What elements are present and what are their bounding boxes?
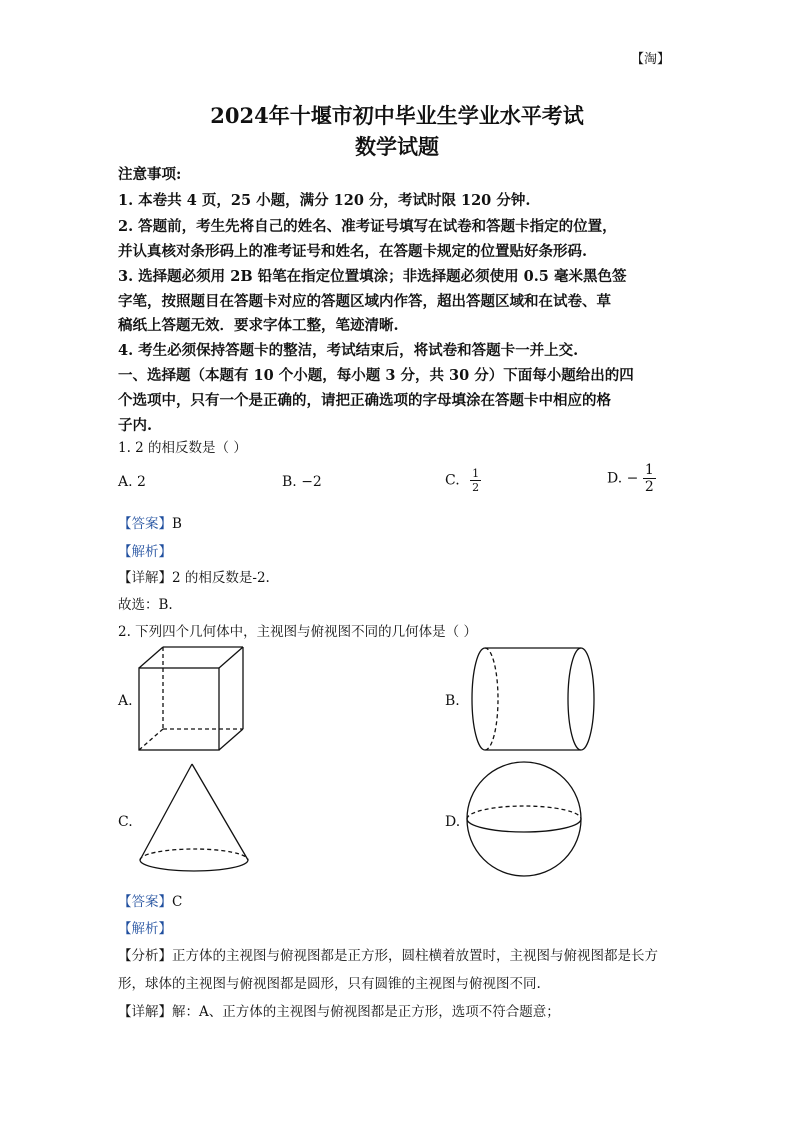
q2-detail <box>118 1000 560 1020</box>
fraction-numerator: 1 <box>472 467 480 480</box>
q1-answer <box>118 512 182 532</box>
detail-tag: 【详解】 <box>118 570 172 586</box>
answer-tag: 【答案】 <box>118 516 172 532</box>
section-heading: 一、选择题（本题有 10 个小题，每小题 3 分，共 30 分）下面每小题给出的四 <box>118 367 634 384</box>
exam-subtitle: 数学试题 <box>355 134 439 159</box>
fraction-denominator: 2 <box>644 479 654 495</box>
detail-text: 2 的相反数是-2. <box>172 570 270 586</box>
q2-fenxi <box>118 944 658 964</box>
cube-figure <box>130 640 250 755</box>
notice-item: 并认真核对条形码上的准考证号和姓名，在答题卡规定的位置贴好条形码. <box>118 243 588 260</box>
notice-item: 1. 本卷共 4 页，25 小题，满分 120 分，考试时限 120 分钟. <box>118 192 531 209</box>
fenxi-text: 正方体的主视图与俯视图都是正方形，圆柱横着放置时，主视图与俯视图都是长方 <box>172 948 658 964</box>
section-heading: 子内. <box>118 417 153 434</box>
q1-option-c-label: C. <box>445 472 460 489</box>
q2-option-a-label: A. <box>118 693 133 709</box>
notice-item: 4. 考生必须保持答题卡的整洁，考试结束后，将试卷和答题卡一并上交. <box>118 342 579 359</box>
sphere-figure <box>460 760 588 878</box>
q1-option-d <box>607 463 656 494</box>
source-tag: 【淘】 <box>630 52 670 67</box>
cylinder-figure <box>460 643 605 755</box>
q1-option-d-label: D. − <box>607 470 639 487</box>
notice-item: 字笔，按照题目在答题卡对应的答题区域内作答，超出答题区域和在试卷、草 <box>118 293 611 310</box>
question-2-stem: 2. 下列四个几何体中，主视图与俯视图不同的几何体是（ ） <box>118 624 477 640</box>
q2-option-c-label: C. <box>118 814 133 830</box>
answer-tag: 【答案】 <box>118 894 172 910</box>
q2-answer <box>118 890 182 910</box>
detail-tag: 【详解】 <box>118 1004 172 1020</box>
q2-analysis-tag: 【解析】 <box>118 921 172 937</box>
q1-option-c-fraction <box>470 468 481 493</box>
notice-heading: 注意事项: <box>118 166 182 183</box>
section-heading: 个选项中，只有一个是正确的，请把正确选项的字母填涂在答题卡中相应的格 <box>118 392 611 409</box>
fenxi-tag: 【分析】 <box>118 948 172 964</box>
question-1-stem: 1. 2 的相反数是（ ） <box>118 440 247 456</box>
q2-option-d-label: D. <box>445 814 461 830</box>
notice-item: 2. 答题前，考生先将自己的姓名、准考证号填写在试卷和答题卡指定的位置， <box>118 218 617 235</box>
q1-option-b: B. −2 <box>282 474 322 490</box>
fraction-denominator: 2 <box>472 481 480 494</box>
notice-item: 3. 选择题必须用 2B 铅笔在指定位置填涂；非选择题必须使用 0.5 毫米黑色签 <box>118 268 627 285</box>
q1-conclusion: 故选：B. <box>118 597 173 613</box>
cone-figure <box>136 760 254 875</box>
exam-title: 2024年十堰市初中毕业生学业水平考试 <box>210 103 584 128</box>
q1-analysis-tag: 【解析】 <box>118 544 172 560</box>
detail-text: 解：A、正方体的主视图与俯视图都是正方形，选项不符合题意； <box>172 1004 560 1020</box>
q1-detail <box>118 566 270 586</box>
notice-item: 稿纸上答题无效．要求字体工整，笔迹清晰. <box>118 317 399 334</box>
q1-option-c <box>445 468 481 493</box>
answer-value: C <box>172 894 183 910</box>
q1-option-a: A. 2 <box>118 474 146 490</box>
answer-value: B <box>172 516 182 532</box>
q2-option-b-label: B. <box>445 693 460 709</box>
q1-option-d-fraction <box>643 463 656 494</box>
q2-fenxi-cont: 形，球体的主视图与俯视图都是圆形，只有圆锥的主视图与俯视图不同. <box>118 976 541 992</box>
fraction-numerator: 1 <box>644 462 654 478</box>
